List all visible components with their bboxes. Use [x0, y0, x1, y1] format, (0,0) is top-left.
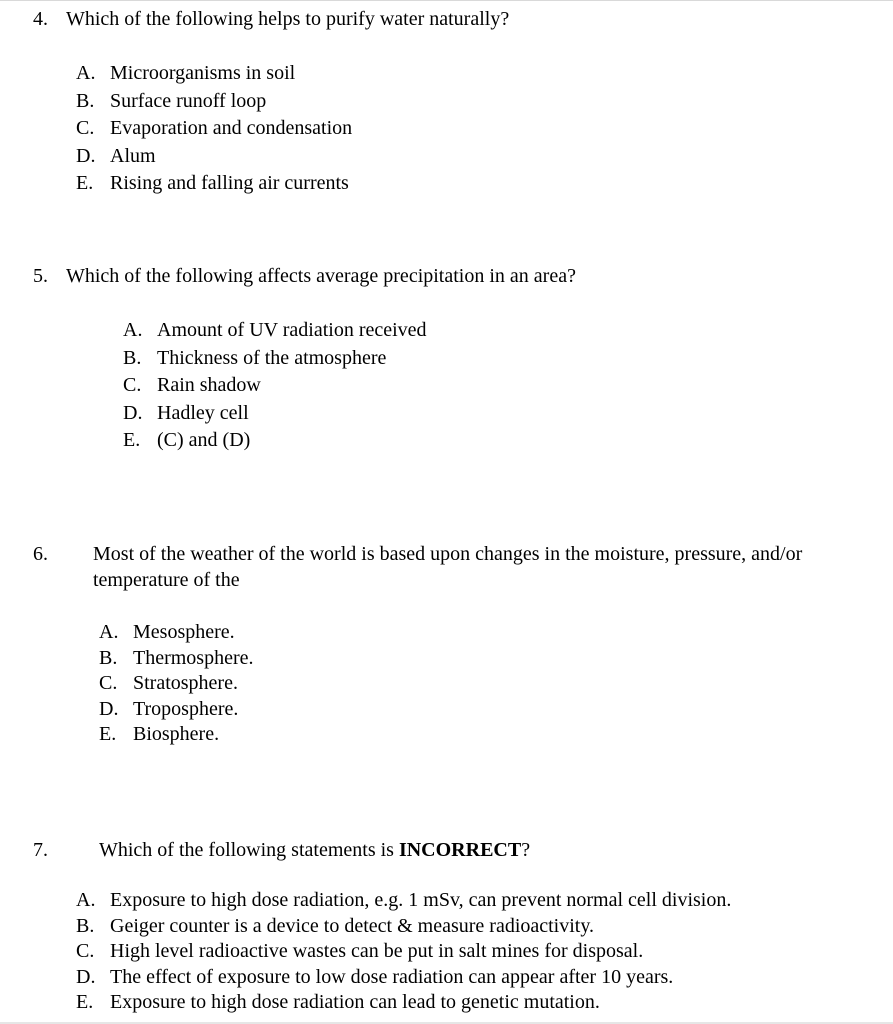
- option-text: Exposure to high dose radiation can lead to genetic mutation.: [110, 991, 600, 1014]
- option-letter: D.: [76, 144, 96, 167]
- option-text: High level radioactive wastes can be put in salt mines for disposal.: [110, 940, 644, 963]
- option-text: Rising and falling air currents: [110, 172, 349, 195]
- option-letter: A.: [123, 319, 143, 341]
- option-letter: C.: [123, 374, 142, 397]
- question-number: 5.: [33, 265, 48, 287]
- option-letter: E.: [99, 723, 117, 746]
- option-text: Hadley cell: [157, 401, 249, 424]
- option-letter: B.: [99, 646, 118, 669]
- option-text: Amount of UV radiation received: [157, 319, 427, 341]
- option-letter: D.: [99, 697, 119, 720]
- question-number: 4.: [33, 8, 48, 30]
- option-text: Geiger counter is a device to detect & measure radioactivity.: [110, 914, 595, 937]
- option-letter: E.: [123, 429, 141, 452]
- option-text: The effect of exposure to low dose radiation can appear after 10 years.: [110, 965, 674, 988]
- question-stem-text: Which of the following statements is: [99, 839, 399, 861]
- question-stem-emphasis: INCORRECT: [398, 839, 522, 861]
- option-letter: E.: [76, 172, 94, 195]
- option-text: Thickness of the atmosphere: [157, 346, 387, 369]
- option-letter: E.: [76, 991, 94, 1014]
- question-number: 6.: [33, 543, 48, 565]
- question-stem: Most of the weather of the world is based upon changes in the moisture, pressure, and/or temperature of the: [93, 543, 803, 591]
- option-letter: A.: [76, 889, 96, 911]
- option-letter: B.: [76, 914, 95, 937]
- option-text: Rain shadow: [157, 374, 261, 397]
- option-text: Surface runoff loop: [110, 89, 267, 112]
- option-text: Exposure to high dose radiation, e.g. 1 mSv, can prevent normal cell division.: [110, 889, 732, 911]
- question-stem-end: ?: [521, 839, 531, 861]
- option-text: Thermosphere.: [133, 646, 254, 669]
- option-text: Evaporation and condensation: [110, 117, 353, 140]
- option-text: Mesosphere.: [133, 621, 235, 643]
- option-letter: D.: [76, 965, 96, 988]
- option-letter: D.: [123, 401, 143, 424]
- option-letter: A.: [99, 621, 119, 643]
- question-number: 7.: [33, 839, 48, 861]
- option-letter: C.: [76, 940, 95, 963]
- option-text: Troposphere.: [133, 697, 239, 720]
- option-letter: C.: [76, 117, 95, 140]
- option-text: Alum: [110, 144, 156, 167]
- question-stem: Which of the following helps to purify water naturally?: [66, 8, 510, 30]
- option-letter: B.: [123, 346, 142, 369]
- option-letter: A.: [76, 62, 96, 84]
- option-letter: C.: [99, 672, 118, 695]
- option-text: Microorganisms in soil: [110, 62, 296, 84]
- option-letter: B.: [76, 89, 95, 112]
- page-top-border: [0, 0, 893, 1]
- question-stem: [99, 838, 530, 862]
- option-text: (C) and (D): [157, 429, 251, 452]
- option-text: Stratosphere.: [133, 672, 238, 695]
- question-stem: Which of the following affects average precipitation in an area?: [66, 265, 576, 287]
- option-text: Biosphere.: [133, 723, 220, 746]
